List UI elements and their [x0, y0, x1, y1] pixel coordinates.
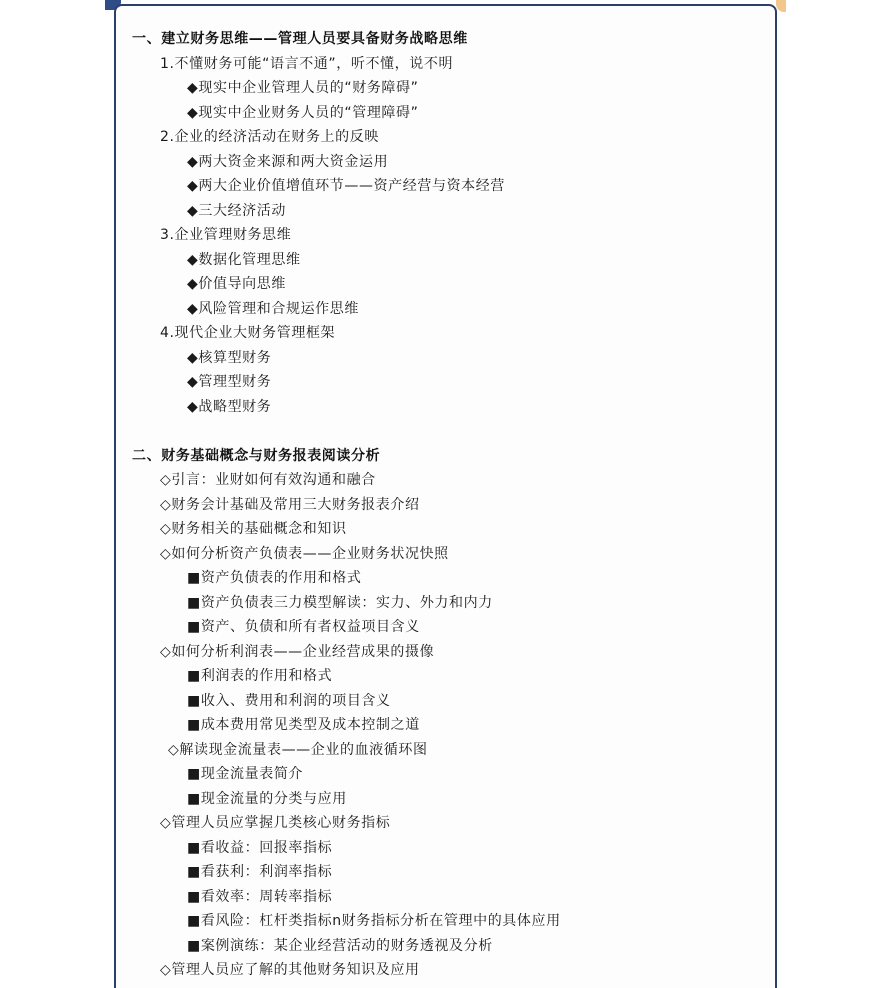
- section-1-point-2: 2.企业的经济活动在财务上的反映: [160, 129, 379, 145]
- section-2-subtopic: ■现金流量表简介: [187, 766, 304, 782]
- section-2-subtopic: ■看获利：利润率指标: [187, 864, 333, 880]
- section-1-bullet: ◆数据化管理思维: [187, 252, 301, 268]
- section-1-bullet: ◆核算型财务: [187, 350, 272, 366]
- section-2-subtopic: ■看效率：周转率指标: [187, 889, 333, 905]
- section-1-point-1: 1.不懂财务可能“语言不通”，听不懂，说不明: [160, 56, 454, 72]
- section-2-topic: ◇引言：业财如何有效沟通和融合: [160, 472, 376, 488]
- section-2-heading: 二、财务基础概念与财务报表阅读分析: [132, 448, 381, 464]
- section-2-topic: ◇财务相关的基础概念和知识: [160, 521, 347, 537]
- section-1-bullet: ◆两大企业价值增值环节——资产经营与资本经营: [187, 178, 505, 194]
- section-2-topic: ◇如何分析资产负债表——企业财务状况快照: [160, 546, 449, 562]
- section-2-topic: ◇管理人员应了解的其他财务知识及应用: [160, 962, 420, 978]
- section-1-heading: 一、建立财务思维——管理人员要具备财务战略思维: [132, 31, 468, 47]
- section-2-subtopic: ■资产负债表三力模型解读：实力、外力和内力: [187, 595, 493, 611]
- section-1-bullet: ◆现实中企业管理人员的“财务障碍”: [187, 80, 419, 96]
- section-2-subtopic: ■资产负债表的作用和格式: [187, 570, 362, 586]
- section-1-bullet: ◆战略型财务: [187, 399, 272, 415]
- section-2-topic: ◇解读现金流量表——企业的血液循环图: [168, 742, 428, 758]
- section-1-bullet: ◆价值导向思维: [187, 276, 286, 292]
- section-1-bullet: ◆两大资金来源和两大资金运用: [187, 154, 389, 170]
- section-2-subtopic: ■利润表的作用和格式: [187, 668, 333, 684]
- section-2-subtopic: ■看收益：回报率指标: [187, 840, 333, 856]
- section-1-bullet: ◆三大经济活动: [187, 203, 286, 219]
- corner-accent-right: [776, 0, 786, 12]
- section-2-subtopic: ■成本费用常见类型及成本控制之道: [187, 717, 420, 733]
- section-1-bullet: ◆风险管理和合规运作思维: [187, 301, 359, 317]
- section-2-subtopic: ■现金流量的分类与应用: [187, 791, 347, 807]
- section-2-subtopic: ■看风险：杠杆类指标n财务指标分析在管理中的具体应用: [187, 913, 561, 929]
- section-2-subtopic: ■资产、负债和所有者权益项目含义: [187, 619, 420, 635]
- section-1-bullet: ◆管理型财务: [187, 374, 272, 390]
- section-1-point-4: 4.现代企业大财务管理框架: [160, 325, 336, 341]
- section-2-topic: ◇如何分析利润表——企业经营成果的摄像: [160, 644, 435, 660]
- section-2-topic: ◇财务会计基础及常用三大财务报表介绍: [160, 497, 420, 513]
- section-1-point-3: 3.企业管理财务思维: [160, 227, 292, 243]
- section-2-subtopic: ■收入、费用和利润的项目含义: [187, 693, 391, 709]
- section-2-topic: ◇管理人员应掌握几类核心财务指标: [160, 815, 391, 831]
- section-1-bullet: ◆现实中企业财务人员的“管理障碍”: [187, 105, 419, 121]
- section-2-subtopic: ■案例演练：某企业经营活动的财务透视及分析: [187, 938, 493, 954]
